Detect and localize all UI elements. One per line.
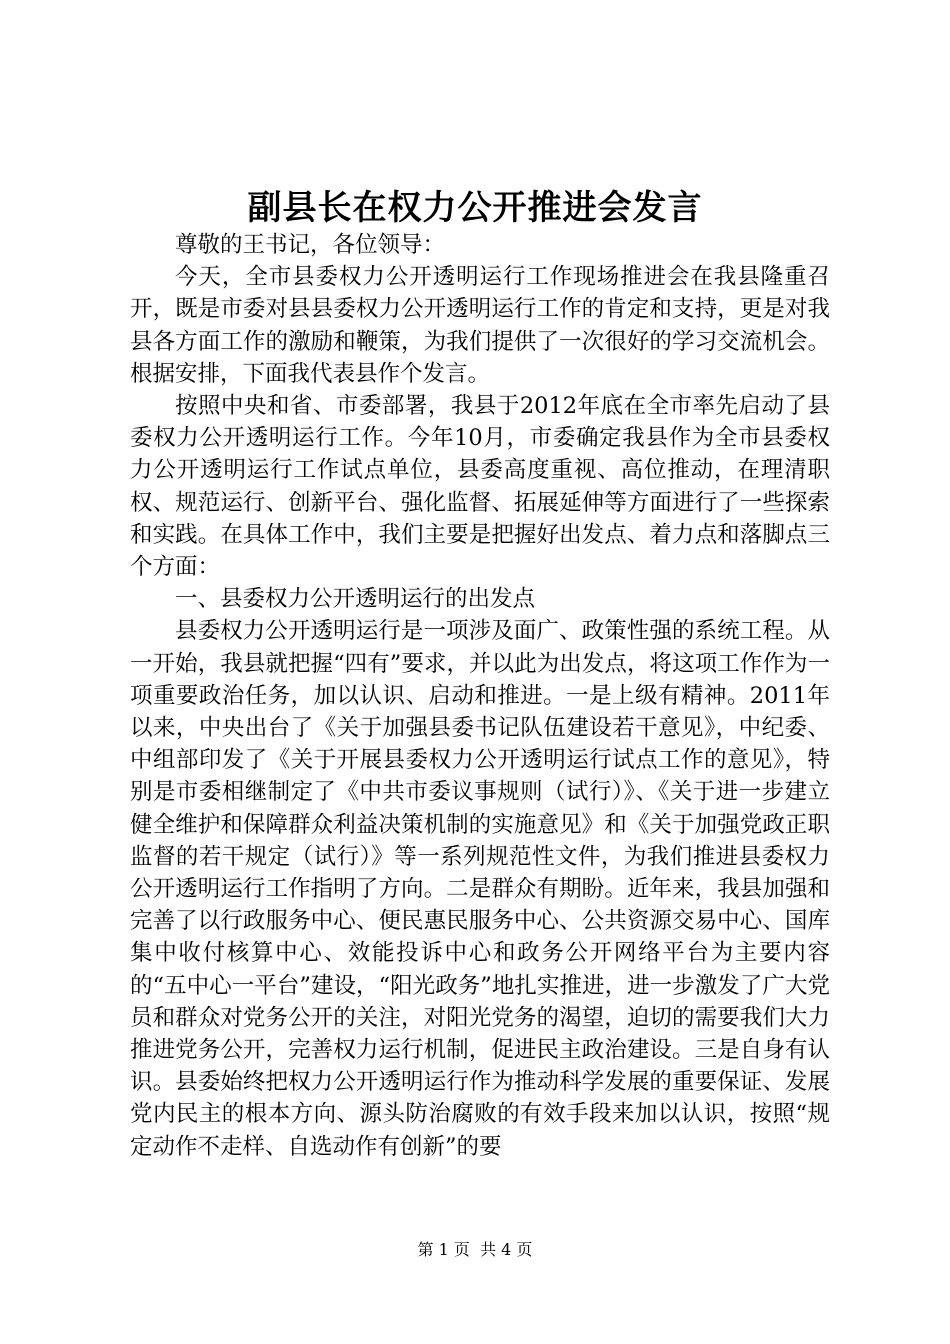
- document-title: 副县长在权力公开推进会发言: [247, 188, 703, 228]
- body-paragraph: 今天，全市县委权力公开透明运行工作现场推进会在我县隆重召开，既是市委对县县委权力公开透明运行工作的肯定和支持，更是对我县各方面工作的激励和鞭策，为我们提供了一次很好的学习交流机会。根据安排，下面我代表县作个发言。: [130, 264, 830, 387]
- page-footer: [0, 1240, 950, 1260]
- body-paragraph: 县委权力公开透明运行是一项涉及面广、政策性强的系统工程。从一开始，我县就把握“四有”要求，并以此为出发点，将这项工作作为一项重要政治任务，加以认识、启动和推进。一是上级有精神。2011年以来，中央出台了《关于加强县委书记队伍建设若干意见》，中纪委、中组部印发了《关于开展县委权力公开透明运行试点工作的意见》，特别是市委相继制定了《中共市委议事规则（试行）》、《关于进一步建立健全维护和保障群众利益决策机制的实施意见》和《关于加强党政正职监督的若干规定（试行）》等一系列规范性文件，为我们推进县委权力公开透明运行工作指明了方向。二是群众有期盼。近年来，我县加强和完善了以行政服务中心、便民惠民服务中心、公共资源交易中心、国库集中收付核算中心、效能投诉中心和政务公开网络平台为主要内容的“五中心一平台”建设，“阳光政务”地扎实推进，进一步激发了广大党员和群众对党务公开的关注，对阳光党务的渴望，迫切的需要我们大力推进党务公开，完善权力运行机制，促进民主政治建设。三是自身有认识。县委始终把权力公开透明运行作为推动科学发展的重要保证、发展党内民主的根本方向、源头防治腐败的有效手段来加以认识，按照“规定动作不走样、自选动作有创新”的要: [130, 618, 830, 1160]
- page-number: 第 1 页: [417, 1240, 470, 1259]
- document-body: [130, 229, 830, 1163]
- section-heading: 一、县委权力公开透明运行的出发点: [175, 586, 536, 613]
- salutation-paragraph: 尊敬的王书记，各位领导：: [175, 232, 446, 258]
- page-total: 共 4 页: [480, 1240, 533, 1259]
- body-paragraph: 按照中央和省、市委部署，我县于2012年底在全市率先启动了县委权力公开透明运行工作。今年10月，市委确定我县作为全市县委权力公开透明运行工作试点单位，县委高度重视、高位推动，在理清职权、规范运行、创新平台、强化监督、拓展延伸等方面进行了一些探索和实践。在具体工作中，我们主要是把握好出发点、着力点和落脚点三个方面：: [130, 393, 830, 581]
